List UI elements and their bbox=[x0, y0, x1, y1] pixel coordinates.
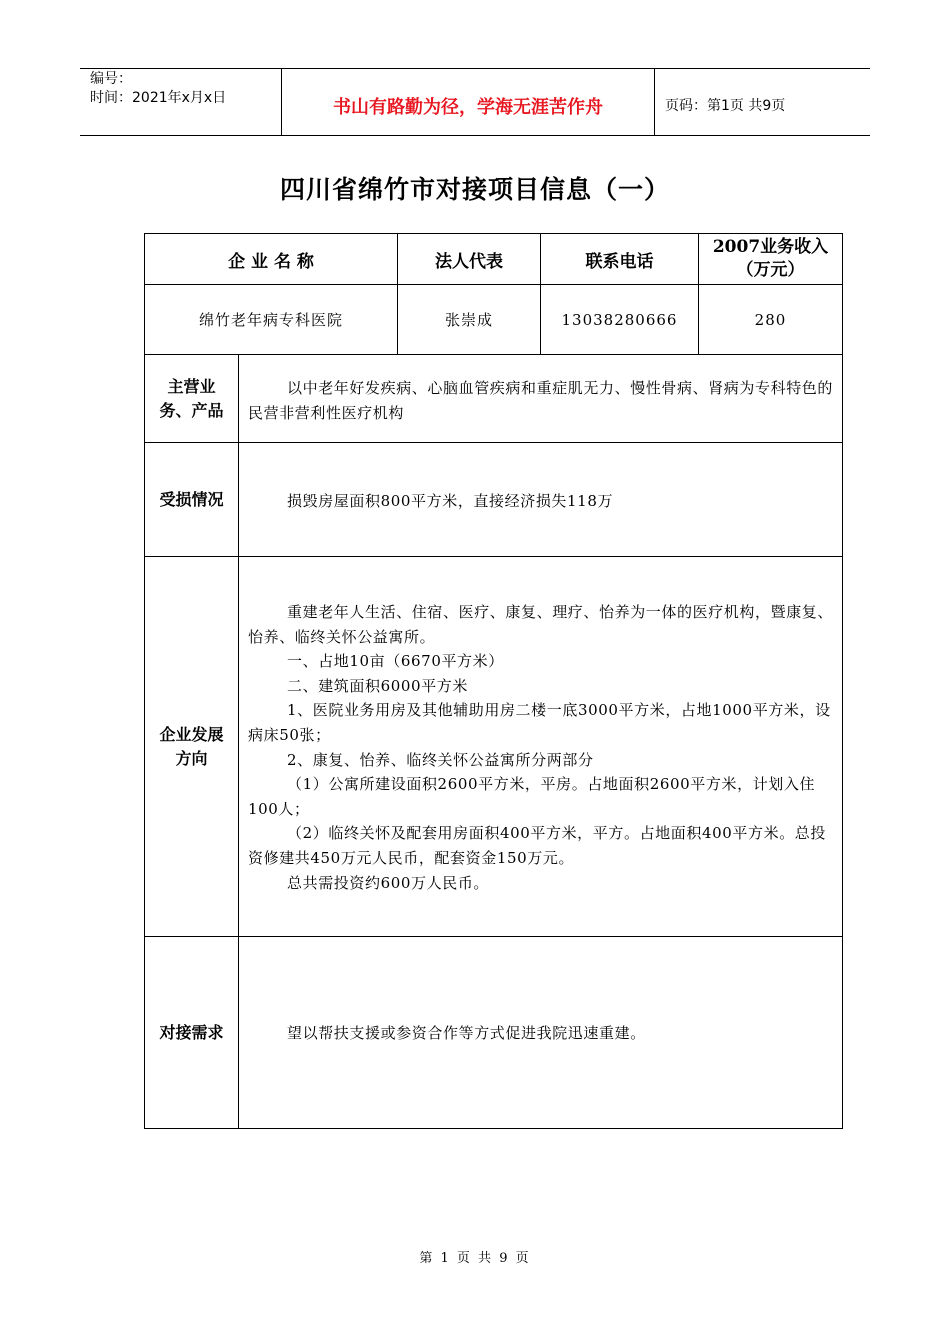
page-title: 四川省绵竹市对接项目信息（一） bbox=[279, 175, 670, 204]
main-business-label-line2: 务、产品 bbox=[159, 400, 224, 420]
main-business-label bbox=[145, 355, 238, 442]
header-legal-representative: 法人代表 bbox=[435, 251, 503, 272]
main-business-text-cell bbox=[248, 376, 836, 425]
phone-value: 13038280666 bbox=[561, 310, 678, 329]
development-paragraph: （2）临终关怀及配套用房面积400平方米，平方。占地面积400平方米。总投资修建共450万元人民币，配套资金150万元。 bbox=[248, 824, 827, 867]
damage-label: 受损情况 bbox=[159, 489, 224, 509]
document-number-label: 编号： bbox=[90, 71, 132, 87]
development-paragraph: 2、康复、怡养、临终关怀公益寓所分两部分 bbox=[287, 750, 594, 769]
development-paragraph: 重建老年人生活、住宿、医疗、康复、理疗、怡养为一体的医疗机构，暨康复、怡养、临终关怀公益寓所。 bbox=[248, 603, 834, 646]
header-page-info: 页码：第1页 共9页 bbox=[665, 98, 786, 114]
header-motto: 书山有路勤为径，学海无涯苦作舟 bbox=[333, 97, 603, 118]
development-text-cell bbox=[248, 600, 836, 895]
document-time-label: 时间：2021年x月x日 bbox=[90, 90, 227, 106]
header-revenue-line1: 2007业务收入 bbox=[712, 237, 829, 257]
revenue-value: 280 bbox=[754, 310, 787, 329]
development-paragraph: 二、建筑面积6000平方米 bbox=[287, 676, 468, 695]
page-footer: 第 1 页 共 9 页 bbox=[419, 1251, 531, 1266]
legal-representative-value: 张崇成 bbox=[444, 311, 493, 329]
development-paragraph: 一、占地10亩（6670平方米） bbox=[287, 652, 504, 671]
company-name-value: 绵竹老年病专科医院 bbox=[198, 311, 343, 329]
header-phone: 联系电话 bbox=[585, 251, 654, 272]
development-label-line1: 企业发展 bbox=[159, 724, 224, 744]
development-paragraph: 1、医院业务用房及其他辅助用房二楼一底3000平方米，占地1000平方米，设病床50张； bbox=[248, 701, 831, 744]
damage-text-cell bbox=[248, 489, 836, 514]
header-revenue bbox=[699, 234, 842, 284]
needs-label: 对接需求 bbox=[159, 1022, 224, 1042]
development-paragraph: 总共需投资约600万人民币。 bbox=[287, 873, 490, 892]
development-label-line2: 方向 bbox=[175, 748, 208, 768]
needs-text: 望以帮扶支援或参资合作等方式促进我院迅速重建。 bbox=[287, 1024, 646, 1042]
header-revenue-line2: （万元） bbox=[736, 260, 805, 280]
main-business-text: 以中老年好发疾病、心脑血管疾病和重症肌无力、慢性骨病、肾病为专科特色的民营非营利性医疗机构 bbox=[248, 379, 834, 422]
main-business-label-line1: 主营业 bbox=[167, 376, 216, 396]
header-company-name: 企 业 名 称 bbox=[228, 251, 314, 272]
damage-text: 损毁房屋面积800平方米，直接经济损失118万 bbox=[287, 492, 614, 510]
development-label bbox=[145, 557, 238, 936]
needs-text-cell bbox=[248, 1021, 836, 1046]
development-paragraph: （1）公寓所建设面积2600平方米，平房。占地面积2600平方米，计划入住100人； bbox=[248, 775, 816, 818]
